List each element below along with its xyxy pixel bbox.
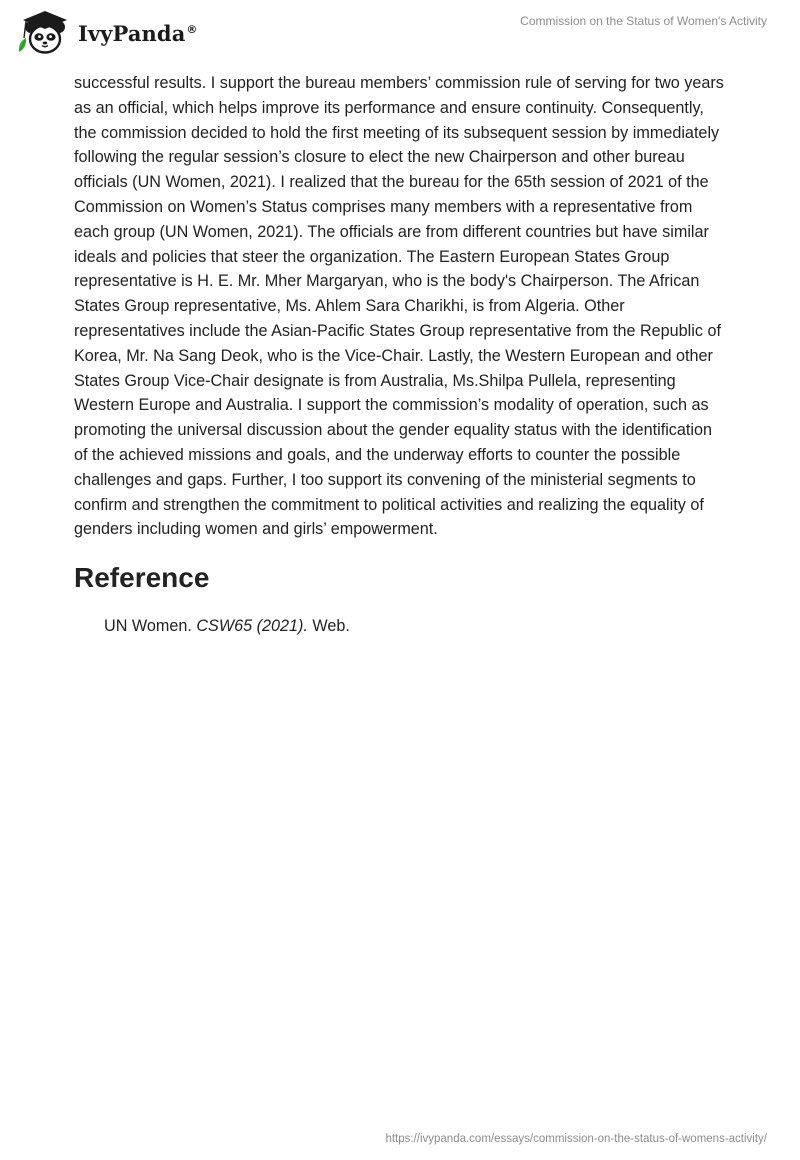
reference-title: CSW65 (2021). (196, 617, 308, 636)
reference-medium: Web. (312, 617, 350, 636)
registered-mark: ® (186, 22, 198, 36)
reference-entry (104, 614, 728, 638)
essay-content (74, 71, 728, 638)
page-header (0, 0, 800, 64)
panda-graduation-cap-icon (14, 8, 74, 56)
source-url-link[interactable]: https://ivypanda.com/essays/commission-on-the-status-of-womens-activity/ (385, 1133, 767, 1145)
body-paragraph: successful results. I support the bureau members’ commission rule of serving for two years as an official, which helps improve its performance and ensure continuity. Consequently, the commission decided to hold the first meeting of its subsequent session by immediately following the regular session’s closure to elect the new Chairperson and other bureau officials (UN Women, 2021). I realized that the bureau for the 65th session of 2021 of the Commission on Women’s Status comprises many members with a representative from each group (UN Women, 2021). The officials are from different countries but have similar ideals and policies that steer the organization. The Eastern European States Group representative is H. E. Mr. Mher Margaryan, who is the body's Chairperson. The African States Group representative, Ms. Ahlem Sara Charikhi, is from Algeria. Other representatives include the Asian-Pacific States Group representative from the Republic of Korea, Mr. Na Sang Deok, who is the Vice-Chair. Lastly, the Western European and other States Group Vice-Chair designate is from Australia, Ms.Shilpa Pullela, representing Western Europe and Australia. I support the commission’s modality of operation, such as promoting the universal discussion about the gender equality status with the identification of the achieved missions and goals, and the underway efforts to counter the possible challenges and gaps. Further, I too support its convening of the ministerial segments to confirm and strengthen the commitment to political activities and realizing the equality of genders including women and girls’ empowerment. (74, 74, 724, 539)
ivypanda-logo[interactable] (14, 8, 198, 56)
reference-heading: Reference (74, 562, 210, 594)
reference-author: UN Women. (104, 617, 192, 636)
brand-name: IvyPanda® (78, 20, 198, 46)
document-title: Commission on the Status of Women's Activity (520, 14, 767, 28)
